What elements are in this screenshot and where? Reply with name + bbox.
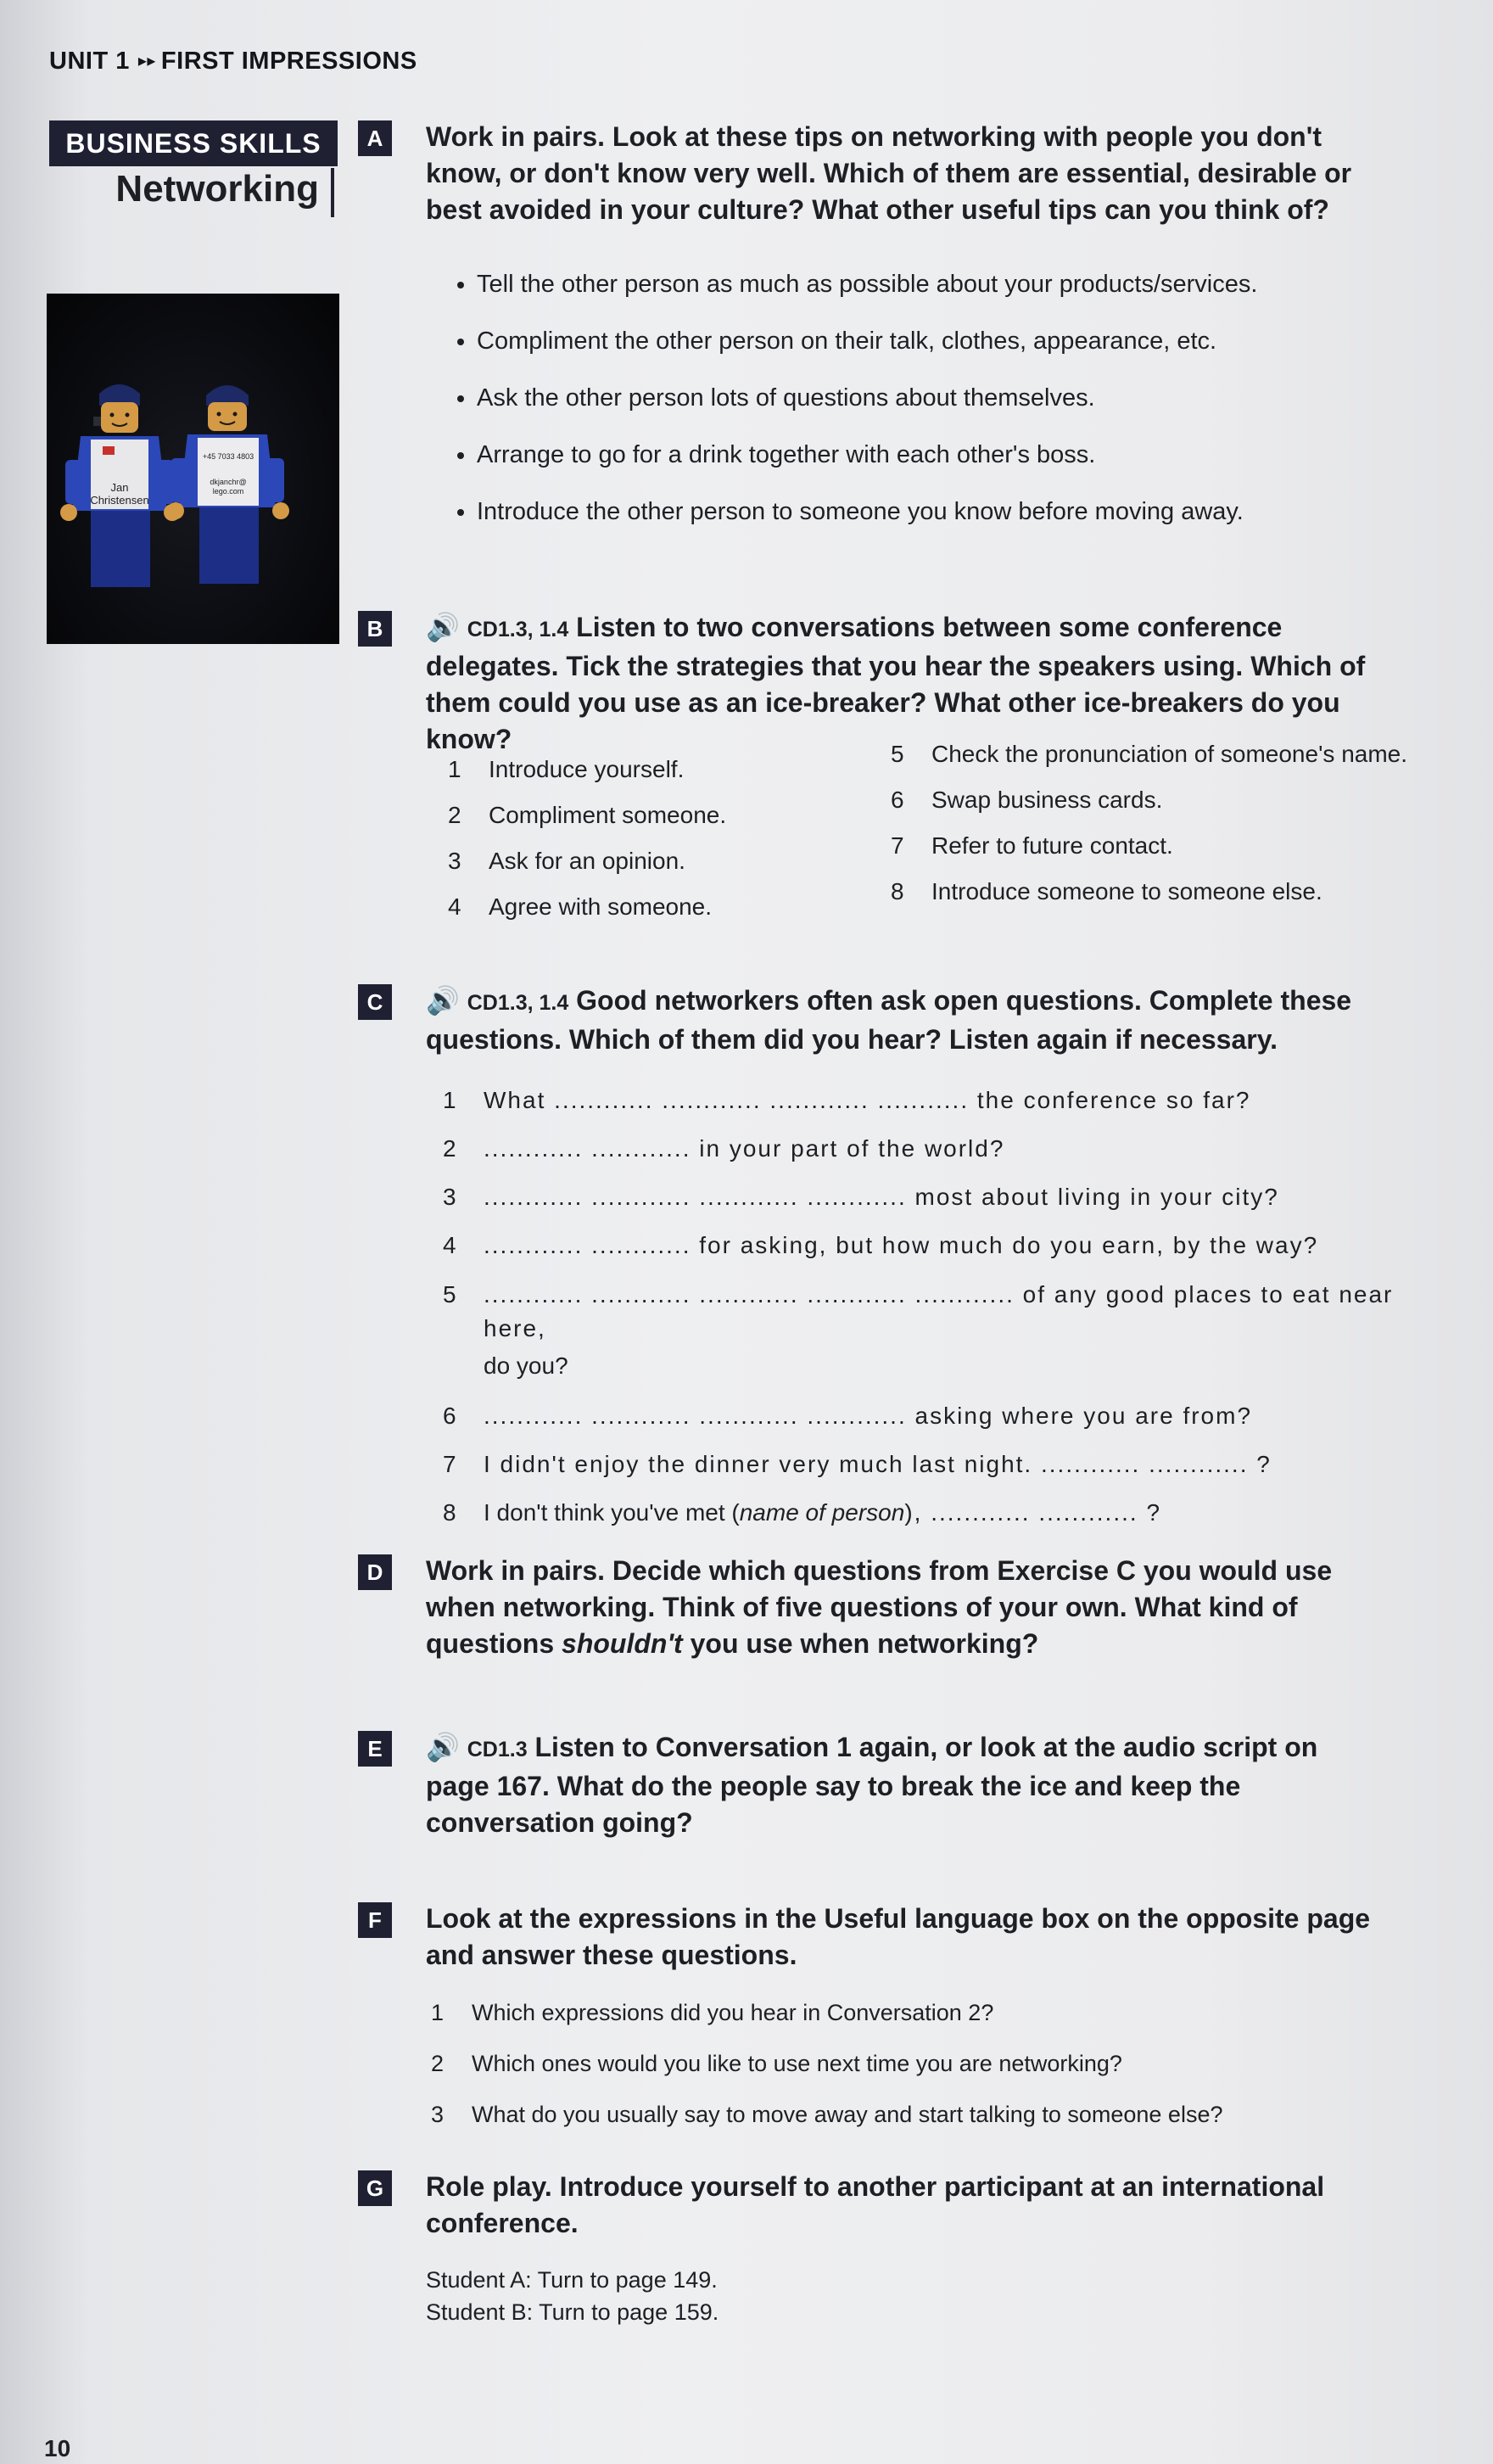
exercise-letter-badge: E — [358, 1731, 392, 1767]
shouldnt-emphasis: shouldn't — [562, 1628, 683, 1659]
figure-right-email-tag: dkjanchr@ — [210, 478, 247, 486]
tip-item: • Arrange to go for a drink together with each other's boss. — [477, 427, 1257, 484]
exercise-f-instruction: Look at the expressions in the Useful language box on the opposite page and answer these questions. — [426, 1903, 1371, 1970]
figure-right-email-tag-2: lego.com — [212, 487, 244, 496]
name-of-person-placeholder: name of person — [739, 1499, 905, 1526]
section-topic-title: Networking — [49, 168, 334, 217]
double-arrow-icon: ▸▸ — [137, 52, 156, 70]
question-item: 3 ............ ............ ............ ............ most about living in your city? — [443, 1184, 1279, 1210]
exercise-letter-badge: B — [358, 611, 392, 647]
exercise-a-instruction: Work in pairs. Look at these tips on networking with people you don't know, or don't know very well. Which of them are essential, desirable or best avoided in your culture? What other useful tips can you think of? — [426, 121, 1352, 225]
open-questions-list — [443, 1076, 1444, 1537]
exercise-e-instruction — [426, 1729, 1376, 1841]
page-number: 10 — [44, 2435, 71, 2461]
lego-figure-left — [60, 384, 181, 587]
strategy-item: 5 Check the pronunciation of someone's name. — [891, 741, 1408, 767]
student-b-instruction: Student B: Turn to page 159. — [426, 2299, 719, 2325]
exercise-c-text: Good networkers often ask open questions. Complete these questions. Which of them did you hear? Listen again if necessary. — [426, 985, 1352, 1055]
business-skills-label: BUSINESS SKILLS — [49, 120, 338, 166]
lego-figures-photo — [47, 294, 339, 644]
question-item: 7 I didn't enjoy the dinner very much last night. ............ ............ ? — [443, 1451, 1272, 1477]
exercise-c-instruction — [426, 983, 1376, 1058]
student-a-instruction: Student A: Turn to page 149. — [426, 2267, 718, 2293]
exercise-letter-badge: A — [358, 120, 392, 156]
exercise-letter-badge: G — [358, 2170, 392, 2206]
question-item: 5 ............ ............ ............ ............ ............ of any good places to eat near here, — [443, 1281, 1394, 1341]
unit-header — [49, 48, 417, 76]
strategies-list-left — [448, 747, 872, 930]
tip-item: • Tell the other person as much as possible about your products/services. — [477, 256, 1257, 313]
exercise-g-instruction: Role play. Introduce yourself to another participant at an international conference. — [426, 2171, 1325, 2238]
strategies-list-right — [891, 731, 1451, 915]
strategy-item: 1 Introduce yourself. — [448, 756, 685, 782]
exercise-letter-badge: F — [358, 1902, 392, 1938]
strategy-item: 8 Introduce someone to someone else. — [891, 878, 1322, 904]
exercise-d-instruction: Work in pairs. Decide which questions from Exercise C you would use when networking. Think of five questions of your own. What kind of questions shouldn't you use when networking? — [426, 1555, 1333, 1659]
question-item: 2 Which ones would you like to use next time you are networking? — [431, 2051, 1122, 2076]
tip-item: • Introduce the other person to someone you know before moving away. — [477, 484, 1257, 540]
lego-figures-illustration — [47, 294, 339, 644]
cd-track-ref: CD1.3, 1.4 — [467, 618, 569, 641]
tip-item: • Compliment the other person on their talk, clothes, appearance, etc. — [477, 313, 1257, 370]
speaker-icon: 🔊 — [426, 1732, 460, 1762]
useful-language-questions — [431, 1987, 1432, 2140]
question-item: 4 ............ ............ for asking, but how much do you earn, by the way? — [443, 1232, 1319, 1258]
exercise-b-text: Listen to two conversations between some conference delegates. Tick the strategies that you hear the speakers using. Which of them could you use as an ice-breaker? What other ice-breakers do you know? — [426, 612, 1366, 754]
exercise-letter-badge: D — [358, 1554, 392, 1590]
question-item: 2 ............ ............ in your part of the world? — [443, 1135, 1005, 1162]
networking-tips-list — [451, 256, 1257, 540]
figure-left-name-line1: Jan — [110, 481, 129, 494]
unit-title: FIRST IMPRESSIONS — [160, 48, 417, 75]
question-item: 1 Which expressions did you hear in Conversation 2? — [431, 2000, 994, 2025]
figure-right-phone-tag: +45 7033 4803 — [202, 452, 254, 461]
question-item: 6 ............ ............ ............ ............ asking where you are from? — [443, 1403, 1253, 1429]
strategy-item: 6 Swap business cards. — [891, 787, 1163, 813]
cd-track-ref: CD1.3 — [467, 1738, 528, 1761]
exercise-letter-badge: C — [358, 984, 392, 1020]
unit-label: UNIT 1 — [49, 48, 130, 75]
strategy-item: 3 Ask for an opinion. — [448, 848, 685, 874]
figure-left-name-line2: Christensen — [90, 494, 149, 507]
question-item: 1 What ............ ............ ............ ........... the conference so far? — [443, 1087, 1251, 1113]
speaker-icon: 🔊 — [426, 985, 460, 1016]
speaker-icon: 🔊 — [426, 612, 460, 642]
exercise-e-text: Listen to Conversation 1 again, or look at the audio script on page 167. What do the people say to break the ice and keep the conversation going? — [426, 1732, 1318, 1838]
strategy-item: 4 Agree with someone. — [448, 893, 713, 920]
question-item: 3 What do you usually say to move away and start talking to someone else? — [431, 2102, 1223, 2127]
tip-item: • Ask the other person lots of questions about themselves. — [477, 370, 1257, 427]
question-item-continuation: do you? — [484, 1352, 568, 1379]
strategy-item: 2 Compliment someone. — [448, 802, 727, 828]
cd-track-ref: CD1.3, 1.4 — [467, 991, 569, 1015]
question-item: 8 I don't think you've met (name of person), ............ ............ ? — [443, 1499, 1162, 1526]
lego-figure-right — [167, 385, 289, 584]
strategy-item: 7 Refer to future contact. — [891, 832, 1173, 859]
